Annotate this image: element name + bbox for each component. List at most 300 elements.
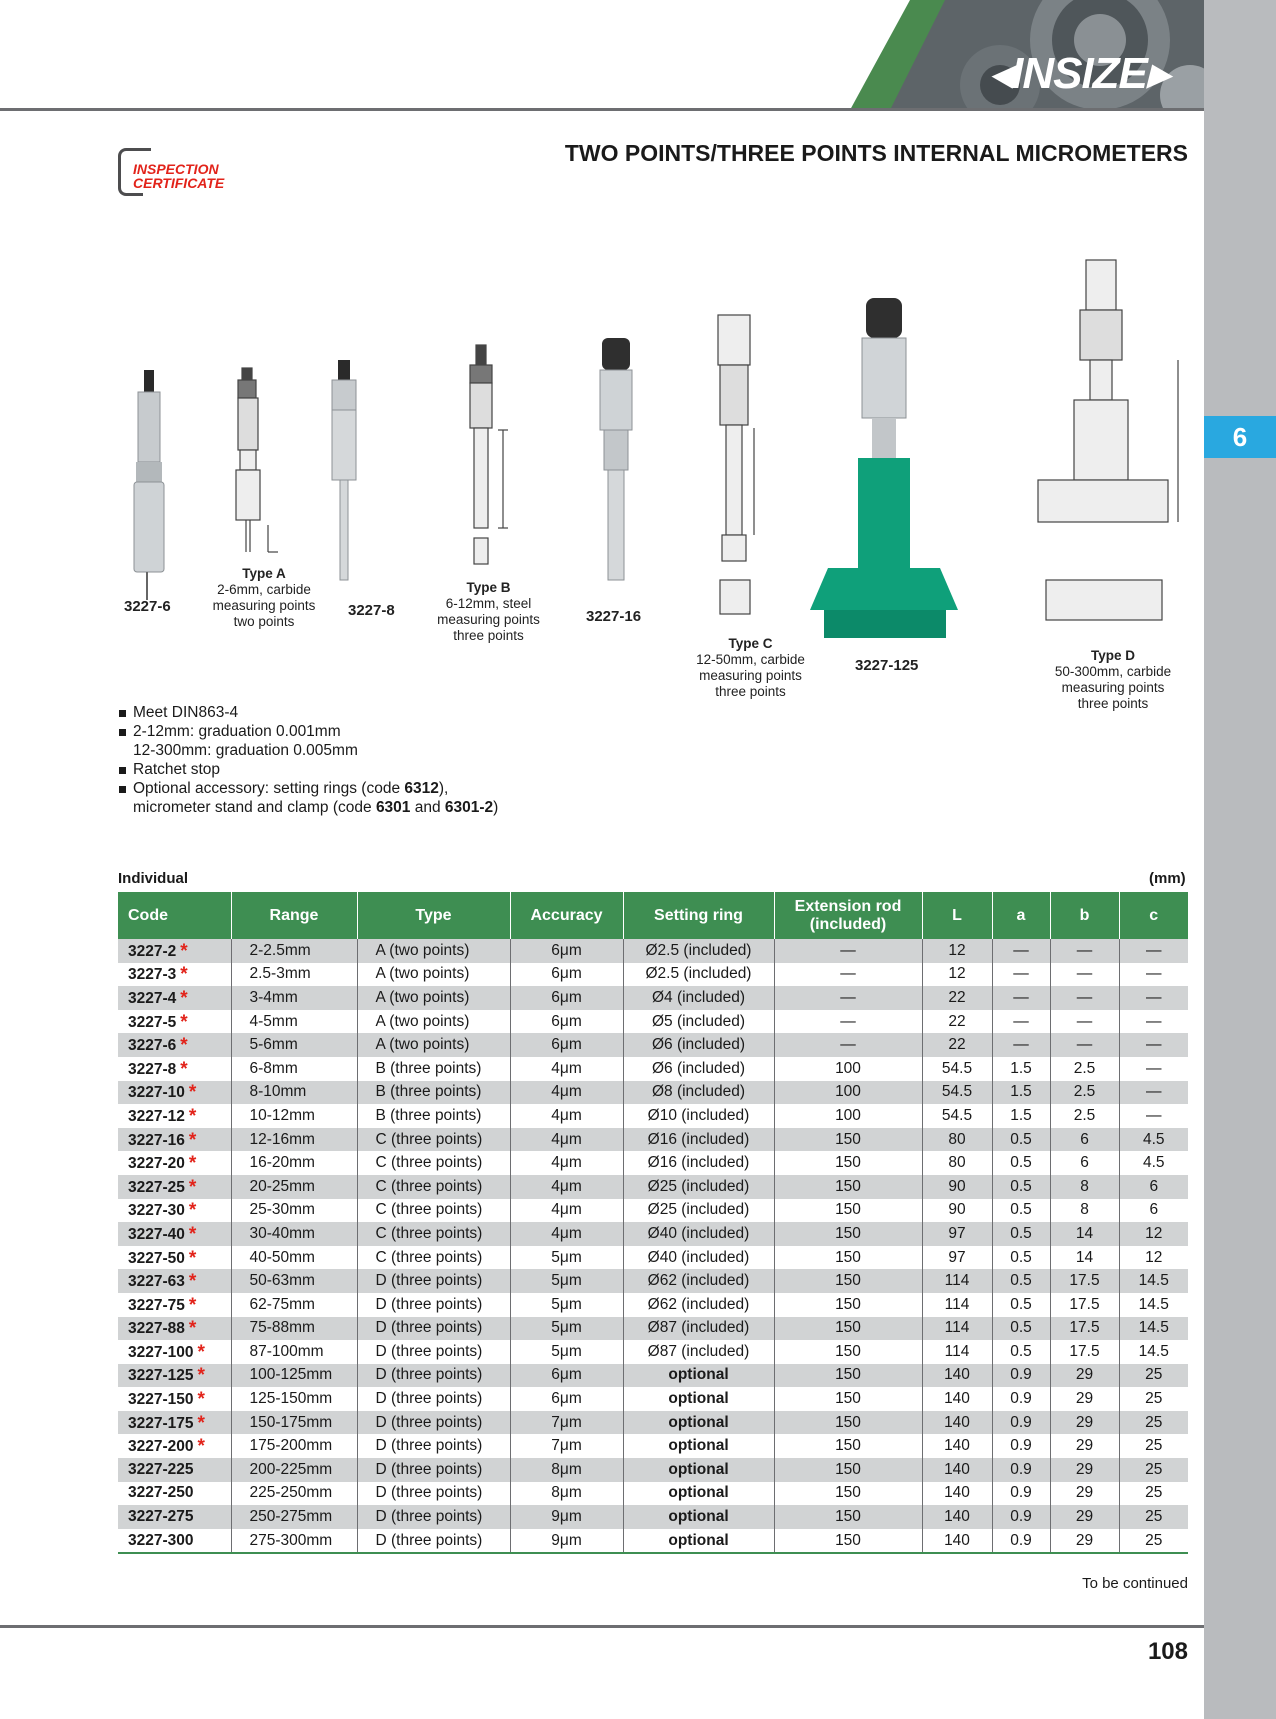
cell-accuracy: 5μm: [510, 1269, 623, 1293]
cell-b: 2.5: [1050, 1057, 1119, 1081]
cell-type: C (three points): [357, 1222, 510, 1246]
cell-c: —: [1119, 1010, 1188, 1034]
type-a-line1: 2-6mm, carbide: [217, 582, 311, 597]
cell-c: —: [1119, 986, 1188, 1010]
type-b-line2: measuring points: [437, 612, 540, 627]
cell-extension-rod: 150: [774, 1293, 922, 1317]
type-a-line2: measuring points: [212, 598, 316, 613]
cell-accuracy: 4μm: [510, 1199, 623, 1223]
cell-b: 29: [1050, 1434, 1119, 1458]
table-row: [118, 986, 1188, 1010]
cell-range: 30-40mm: [231, 1222, 357, 1246]
cell-b: 8: [1050, 1175, 1119, 1199]
cell-setting-ring: Ø62 (included): [623, 1269, 774, 1293]
table-row: [118, 1033, 1188, 1057]
asterisk-icon: *: [180, 1035, 188, 1057]
cell-l: 114: [922, 1317, 992, 1341]
table-row: [118, 1057, 1188, 1081]
cell-l: 90: [922, 1175, 992, 1199]
table-row: [118, 1222, 1188, 1246]
cell-accuracy: 6μm: [510, 1387, 623, 1411]
cell-c: —: [1119, 1033, 1188, 1057]
cell-l: 97: [922, 1222, 992, 1246]
cell-type: D (three points): [357, 1434, 510, 1458]
cell-c: 12: [1119, 1246, 1188, 1270]
table-section-label: Individual: [118, 870, 189, 887]
cell-b: 8: [1050, 1199, 1119, 1223]
brand-arrow-right-icon: ▸: [1146, 49, 1168, 98]
cell-l: 12: [922, 963, 992, 987]
cell-extension-rod: —: [774, 963, 922, 987]
column-header: c: [1119, 892, 1188, 939]
cell-a: 1.5: [992, 1104, 1050, 1128]
cell-extension-rod: —: [774, 939, 922, 963]
column-header: L: [922, 892, 992, 939]
cell-c: 25: [1119, 1434, 1188, 1458]
cell-type: A (two points): [357, 1033, 510, 1057]
cell-type: A (two points): [357, 939, 510, 963]
cell-l: 97: [922, 1246, 992, 1270]
cell-extension-rod: 150: [774, 1411, 922, 1435]
asterisk-icon: *: [180, 987, 188, 1009]
cell-type: D (three points): [357, 1458, 510, 1482]
cell-setting-ring: Ø25 (included): [623, 1175, 774, 1199]
cell-b: 6: [1050, 1128, 1119, 1152]
cell-a: 1.5: [992, 1081, 1050, 1105]
brand-arrow-left-icon: ◂: [990, 49, 1012, 98]
cell-code: 3227-4 *: [118, 986, 231, 1010]
cell-l: 22: [922, 986, 992, 1010]
cell-accuracy: 6μm: [510, 1364, 623, 1388]
cell-extension-rod: 150: [774, 1458, 922, 1482]
cell-c: 14.5: [1119, 1317, 1188, 1341]
cell-l: 12: [922, 939, 992, 963]
cell-extension-rod: 150: [774, 1505, 922, 1529]
cell-range: 40-50mm: [231, 1246, 357, 1270]
cell-range: 6-8mm: [231, 1057, 357, 1081]
cell-range: 75-88mm: [231, 1317, 357, 1341]
cell-type: D (three points): [357, 1387, 510, 1411]
type-d-line1: 50-300mm, carbide: [1054, 664, 1172, 679]
cell-accuracy: 9μm: [510, 1505, 623, 1529]
type-a-name: Type A: [242, 566, 286, 581]
cell-range: 4-5mm: [231, 1010, 357, 1034]
cell-a: 0.5: [992, 1340, 1050, 1364]
cell-range: 200-225mm: [231, 1458, 357, 1482]
type-b-caption: [416, 580, 561, 644]
table-row: [118, 1317, 1188, 1341]
micrometer-3227-16-image: [600, 338, 632, 580]
cell-setting-ring: Ø40 (included): [623, 1222, 774, 1246]
cell-c: —: [1119, 1057, 1188, 1081]
cell-accuracy: 4μm: [510, 1104, 623, 1128]
cell-code: 3227-40 *: [118, 1222, 231, 1246]
certificate-line-2: CERTIFICATE: [133, 175, 225, 191]
cell-setting-ring: optional: [623, 1364, 774, 1388]
type-c-caption: [668, 636, 833, 700]
asterisk-icon: *: [180, 1011, 188, 1033]
cell-code: 3227-12 *: [118, 1104, 231, 1128]
feature-item-continued: 12-300mm: graduation 0.005mm: [133, 742, 358, 759]
footer-divider: [0, 1625, 1204, 1628]
cell-code: 3227-6 *: [118, 1033, 231, 1057]
cell-a: 0.9: [992, 1411, 1050, 1435]
cell-a: 0.5: [992, 1293, 1050, 1317]
cell-code: 3227-200 *: [118, 1434, 231, 1458]
cell-code: 3227-5 *: [118, 1010, 231, 1034]
table-row: [118, 1293, 1188, 1317]
asterisk-icon: *: [197, 1365, 205, 1387]
asterisk-icon: *: [188, 1105, 197, 1127]
cell-c: 25: [1119, 1411, 1188, 1435]
cell-c: 25: [1119, 1387, 1188, 1411]
feature-list: [118, 703, 498, 817]
type-c-name: Type C: [728, 636, 773, 651]
cell-extension-rod: 150: [774, 1269, 922, 1293]
asterisk-icon: *: [180, 964, 188, 986]
cell-accuracy: 5μm: [510, 1317, 623, 1341]
cell-l: 54.5: [922, 1081, 992, 1105]
type-d-line2: measuring points: [1061, 680, 1165, 695]
cell-l: 140: [922, 1434, 992, 1458]
cell-a: 0.9: [992, 1434, 1050, 1458]
cell-setting-ring: Ø16 (included): [623, 1151, 774, 1175]
table-row: [118, 1364, 1188, 1388]
cell-extension-rod: 150: [774, 1364, 922, 1388]
cell-b: 29: [1050, 1411, 1119, 1435]
cell-setting-ring: Ø4 (included): [623, 986, 774, 1010]
table-row: [118, 1010, 1188, 1034]
cell-code: 3227-63 *: [118, 1269, 231, 1293]
cell-setting-ring: optional: [623, 1434, 774, 1458]
cell-code: 3227-16 *: [118, 1128, 231, 1152]
type-a-drawing: [236, 368, 278, 552]
feature-item: 2-12mm: graduation 0.001mm: [118, 722, 498, 741]
cell-a: 0.9: [992, 1458, 1050, 1482]
cell-accuracy: 4μm: [510, 1222, 623, 1246]
cell-b: 29: [1050, 1482, 1119, 1506]
cell-range: 2.5-3mm: [231, 963, 357, 987]
type-a-line3: two points: [233, 614, 295, 629]
cell-a: 0.5: [992, 1199, 1050, 1223]
product-label-3227-6: 3227-6: [124, 598, 171, 615]
cell-setting-ring: Ø40 (included): [623, 1246, 774, 1270]
column-header: Code: [118, 892, 231, 939]
table-header-row: [118, 892, 1188, 939]
table-row: [118, 1246, 1188, 1270]
cell-code: 3227-3 *: [118, 963, 231, 987]
cell-a: 0.9: [992, 1482, 1050, 1506]
cell-accuracy: 6μm: [510, 1010, 623, 1034]
cell-l: 22: [922, 1010, 992, 1034]
cell-l: 140: [922, 1529, 992, 1554]
asterisk-icon: *: [180, 940, 188, 962]
spec-table: [118, 892, 1188, 1554]
cell-range: 3-4mm: [231, 986, 357, 1010]
cell-l: 80: [922, 1151, 992, 1175]
cell-extension-rod: —: [774, 1033, 922, 1057]
cell-b: 6: [1050, 1151, 1119, 1175]
asterisk-icon: *: [188, 1200, 197, 1222]
cell-accuracy: 8μm: [510, 1482, 623, 1506]
column-header: b: [1050, 892, 1119, 939]
cell-type: A (two points): [357, 986, 510, 1010]
cell-setting-ring: Ø2.5 (included): [623, 939, 774, 963]
cell-type: A (two points): [357, 1010, 510, 1034]
cell-code: 3227-25 *: [118, 1175, 231, 1199]
column-header: Accuracy: [510, 892, 623, 939]
cell-a: 0.5: [992, 1246, 1050, 1270]
cell-extension-rod: 150: [774, 1222, 922, 1246]
cell-accuracy: 5μm: [510, 1293, 623, 1317]
type-d-name: Type D: [1090, 648, 1135, 663]
cell-c: 25: [1119, 1505, 1188, 1529]
feature-item: Optional accessory: setting rings (code 6312),: [118, 779, 498, 798]
asterisk-icon: *: [197, 1412, 205, 1434]
cell-b: 17.5: [1050, 1340, 1119, 1364]
cell-code: 3227-300: [118, 1529, 231, 1554]
cell-setting-ring: optional: [623, 1482, 774, 1506]
cell-l: 140: [922, 1411, 992, 1435]
cell-extension-rod: 100: [774, 1057, 922, 1081]
cell-extension-rod: 150: [774, 1434, 922, 1458]
cell-accuracy: 4μm: [510, 1151, 623, 1175]
cell-range: 225-250mm: [231, 1482, 357, 1506]
cell-code: 3227-250: [118, 1482, 231, 1506]
cell-c: 14.5: [1119, 1293, 1188, 1317]
micrometer-3227-6-image: [134, 370, 164, 600]
cell-c: 25: [1119, 1482, 1188, 1506]
cell-setting-ring: Ø6 (included): [623, 1033, 774, 1057]
type-b-line1: 6-12mm, steel: [445, 596, 532, 611]
cell-type: C (three points): [357, 1151, 510, 1175]
certificate-line-1: INSPECTION: [133, 161, 219, 177]
table-body: [118, 939, 1188, 1553]
cell-extension-rod: 150: [774, 1128, 922, 1152]
cell-range: 175-200mm: [231, 1434, 357, 1458]
cell-l: 80: [922, 1128, 992, 1152]
page-title: TWO POINTS/THREE POINTS INTERNAL MICROMETERS: [564, 140, 1188, 166]
cell-accuracy: 8μm: [510, 1458, 623, 1482]
micrometer-3227-125-image: [810, 298, 958, 638]
cell-setting-ring: optional: [623, 1411, 774, 1435]
table-row: [118, 1458, 1188, 1482]
cell-type: B (three points): [357, 1104, 510, 1128]
cell-a: 0.9: [992, 1387, 1050, 1411]
cell-setting-ring: optional: [623, 1505, 774, 1529]
cell-extension-rod: —: [774, 986, 922, 1010]
cell-a: —: [992, 963, 1050, 987]
asterisk-icon: *: [188, 1129, 197, 1151]
cell-code: 3227-20 *: [118, 1151, 231, 1175]
type-c-drawing: [718, 315, 754, 614]
cell-code: 3227-225: [118, 1458, 231, 1482]
cell-b: 29: [1050, 1364, 1119, 1388]
right-sidebar: [1204, 0, 1276, 1719]
cell-range: 12-16mm: [231, 1128, 357, 1152]
cell-c: —: [1119, 963, 1188, 987]
type-d-caption: [1028, 648, 1198, 712]
cell-accuracy: 7μm: [510, 1434, 623, 1458]
cell-range: 100-125mm: [231, 1364, 357, 1388]
table-row: [118, 1104, 1188, 1128]
cell-type: C (three points): [357, 1199, 510, 1223]
table-row: [118, 1434, 1188, 1458]
cell-type: D (three points): [357, 1411, 510, 1435]
table-row: [118, 1151, 1188, 1175]
cell-setting-ring: Ø87 (included): [623, 1317, 774, 1341]
cell-range: 16-20mm: [231, 1151, 357, 1175]
cell-c: —: [1119, 1081, 1188, 1105]
table-unit-label: (mm): [1149, 870, 1186, 887]
cell-type: D (three points): [357, 1317, 510, 1341]
cell-c: 14.5: [1119, 1340, 1188, 1364]
cell-extension-rod: 150: [774, 1340, 922, 1364]
asterisk-icon: *: [188, 1082, 197, 1104]
cell-accuracy: 4μm: [510, 1128, 623, 1152]
cell-type: D (three points): [357, 1482, 510, 1506]
cell-range: 5-6mm: [231, 1033, 357, 1057]
cell-range: 87-100mm: [231, 1340, 357, 1364]
cell-extension-rod: 150: [774, 1246, 922, 1270]
asterisk-icon: *: [197, 1436, 205, 1458]
cell-l: 140: [922, 1505, 992, 1529]
cell-code: 3227-175 *: [118, 1411, 231, 1435]
feature-item: Meet DIN863-4: [118, 703, 498, 722]
asterisk-icon: *: [188, 1247, 197, 1269]
feature-item-continued: micrometer stand and clamp (code 6301 and 6301-2): [133, 799, 499, 816]
cell-a: 0.5: [992, 1269, 1050, 1293]
cell-b: 14: [1050, 1222, 1119, 1246]
cell-a: —: [992, 1010, 1050, 1034]
cell-setting-ring: Ø2.5 (included): [623, 963, 774, 987]
continued-note: To be continued: [1082, 1575, 1188, 1592]
cell-c: —: [1119, 1104, 1188, 1128]
cell-c: 4.5: [1119, 1151, 1188, 1175]
table-row: [118, 963, 1188, 987]
cell-extension-rod: 150: [774, 1199, 922, 1223]
table-row: [118, 1387, 1188, 1411]
cell-setting-ring: Ø5 (included): [623, 1010, 774, 1034]
cell-b: 14: [1050, 1246, 1119, 1270]
asterisk-icon: *: [197, 1389, 205, 1411]
cell-b: 17.5: [1050, 1317, 1119, 1341]
cell-setting-ring: Ø8 (included): [623, 1081, 774, 1105]
cell-extension-rod: 150: [774, 1151, 922, 1175]
cell-a: —: [992, 1033, 1050, 1057]
cell-code: 3227-125 *: [118, 1364, 231, 1388]
cell-l: 90: [922, 1199, 992, 1223]
cell-l: 114: [922, 1340, 992, 1364]
cell-code: 3227-10 *: [118, 1081, 231, 1105]
cell-b: 29: [1050, 1529, 1119, 1554]
product-label-3227-8: 3227-8: [348, 602, 395, 619]
cell-code: 3227-88 *: [118, 1317, 231, 1341]
type-b-drawing: [470, 345, 508, 564]
table-row: [118, 1482, 1188, 1506]
cell-c: 6: [1119, 1175, 1188, 1199]
cell-type: B (three points): [357, 1081, 510, 1105]
product-illustrations: [118, 250, 1198, 720]
cell-extension-rod: 150: [774, 1529, 922, 1554]
cell-c: 6: [1119, 1199, 1188, 1223]
table-row: [118, 1340, 1188, 1364]
cell-setting-ring: optional: [623, 1387, 774, 1411]
chapter-tab[interactable]: 6: [1204, 416, 1276, 458]
type-a-caption: [194, 566, 334, 630]
type-c-line1: 12-50mm, carbide: [696, 652, 805, 667]
cell-setting-ring: optional: [623, 1529, 774, 1554]
type-d-line3: three points: [1077, 696, 1149, 711]
cell-b: —: [1050, 1010, 1119, 1034]
asterisk-icon: *: [188, 1176, 197, 1198]
cell-b: 29: [1050, 1387, 1119, 1411]
table-row: [118, 939, 1188, 963]
cell-accuracy: 4μm: [510, 1175, 623, 1199]
asterisk-icon: *: [188, 1271, 197, 1293]
cell-a: 0.5: [992, 1128, 1050, 1152]
type-d-drawing: [1038, 260, 1178, 620]
type-b-line3: three points: [453, 628, 524, 643]
cell-a: 0.5: [992, 1222, 1050, 1246]
cell-b: —: [1050, 963, 1119, 987]
cell-range: 10-12mm: [231, 1104, 357, 1128]
cell-accuracy: 4μm: [510, 1081, 623, 1105]
product-label-3227-16: 3227-16: [586, 608, 642, 625]
asterisk-icon: *: [188, 1318, 197, 1340]
cell-type: D (three points): [357, 1340, 510, 1364]
cell-extension-rod: 150: [774, 1387, 922, 1411]
cell-code: 3227-30 *: [118, 1199, 231, 1223]
cell-a: 0.5: [992, 1317, 1050, 1341]
column-header: Setting ring: [623, 892, 774, 939]
cell-range: 125-150mm: [231, 1387, 357, 1411]
column-header: Extension rod (included): [774, 892, 922, 939]
cell-range: 25-30mm: [231, 1199, 357, 1223]
cell-setting-ring: Ø62 (included): [623, 1293, 774, 1317]
cell-c: 4.5: [1119, 1128, 1188, 1152]
cell-a: —: [992, 939, 1050, 963]
cell-range: 150-175mm: [231, 1411, 357, 1435]
page-number: 108: [1147, 1638, 1188, 1665]
cell-type: D (three points): [357, 1293, 510, 1317]
cell-range: 62-75mm: [231, 1293, 357, 1317]
cell-type: A (two points): [357, 963, 510, 987]
cell-code: 3227-2 *: [118, 939, 231, 963]
inspection-certificate-logo: [118, 148, 268, 194]
cell-b: —: [1050, 939, 1119, 963]
cell-a: 1.5: [992, 1057, 1050, 1081]
asterisk-icon: *: [180, 1058, 188, 1080]
column-header: Type: [357, 892, 510, 939]
cell-type: D (three points): [357, 1269, 510, 1293]
cell-code: 3227-150 *: [118, 1387, 231, 1411]
cell-a: 0.9: [992, 1529, 1050, 1554]
type-b-name: Type B: [466, 580, 511, 595]
cell-l: 140: [922, 1458, 992, 1482]
cell-code: 3227-100 *: [118, 1340, 231, 1364]
cell-code: 3227-75 *: [118, 1293, 231, 1317]
cell-setting-ring: Ø10 (included): [623, 1104, 774, 1128]
product-label-3227-125: 3227-125: [855, 657, 919, 674]
cell-b: 2.5: [1050, 1104, 1119, 1128]
cell-a: 0.5: [992, 1175, 1050, 1199]
cell-extension-rod: 150: [774, 1317, 922, 1341]
cell-l: 140: [922, 1387, 992, 1411]
cell-setting-ring: Ø87 (included): [623, 1340, 774, 1364]
cell-type: D (three points): [357, 1529, 510, 1554]
cell-c: —: [1119, 939, 1188, 963]
